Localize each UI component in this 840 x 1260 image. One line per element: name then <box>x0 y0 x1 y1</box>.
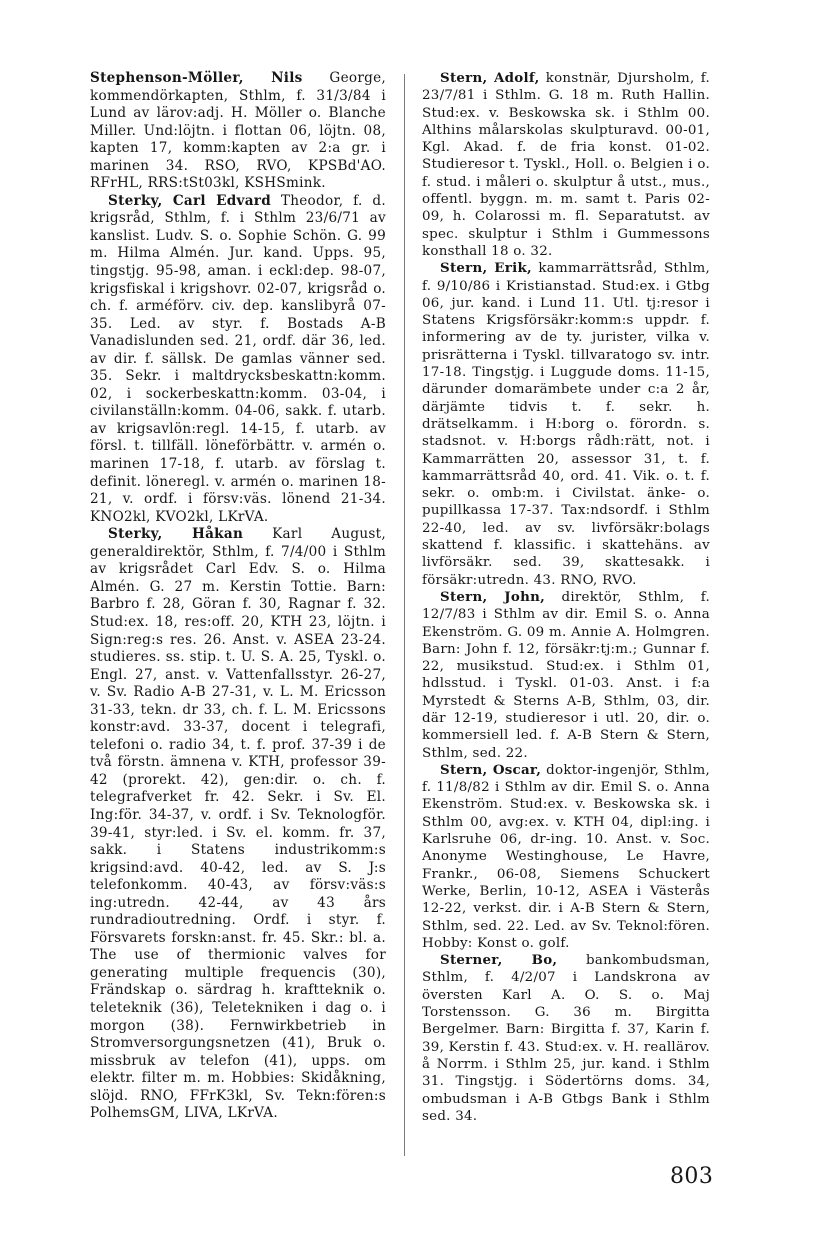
entry-name: Sterky, Carl Edvard <box>108 192 272 209</box>
column-divider <box>404 74 405 1156</box>
biography-entry <box>90 526 386 1123</box>
entry-text: George, kommendörkapten, Sthlm, f. 31/3/84 i Lund av lärov:adj. H. Möller o. Blanche Miller. Und:löjtn. i flottan 06, löjtn. 08, kapten 17, komm:kapten av 2:a gr. i marinen 34. RSO, RVO, KPSBd'AO. RFrHL, RRS:tSt03kl, KSHSmink. <box>90 70 386 192</box>
entry-text: Karl August, generaldirektör, Sthlm, f. 7/4/00 i Sthlm av krigsrådet Carl Edv. S. o. Hilma Almén. G. 27 m. Kerstin Tottie. Barn: Barbro f. 28, Göran f. 30, Ragnar f. 32. Stud:ex. 18, res:off. 20, KTH 23, löjtn. i Sign:reg:s res. 26. Anst. v. ASEA 23-24. studieres. ss. stip. t. U. S. A. 25, Tyskl. o. Engl. 27, anst. v. Vattenfallsstyr. 26-27, v. Sv. Radio A-B 27-31, v. L. M. Ericsson 31-33, tekn. dr 33, ch. f. L. M. Ericssons konstr:avd. 33-37, docent i telegrafi, telefoni o. radio 34, t. f. prof. 37-39 i de två förstn. ämnena v. KTH, professor 39-42 (prorekt. 42), gen:dir. o. ch. f. telegrafverket fr. 42. Sekr. i Sv. El. Ing:för. 34-37, v. ordf. i Sv. Teknologför. 39-41, styr:led. i Sv. el. komm. fr. 37, sakk. i Statens industrikomm:s krigsind:avd. 40-42, led. av S. J:s telefonkomm. 40-43, av försv:väs:s ing:utredn. 42-44, av 43 års rundradioutredning. Ordf. i styr. f. Försvarets forskn:anst. fr. 45. Skr.: bl. a. The use of thermionic valves for generating multiple frequencis (30), Frändskap o. särdrag h. kraftteknik o. teleteknik (36), Teletekniken i dag o. i morgon (38). Fernwirkbetrieb in Stromversorgungsnetzen (41), Bruk o. missbruk av telefon (41), upps. om elektr. filter m. m. Hobbies: Skidåkning, slöjd. RNO, FFrK3kl, Sv. Tekn:fören:s PolhemsGM, LIVA, LKrVA. <box>90 526 387 1122</box>
left-column <box>90 70 386 1123</box>
biography-entry <box>422 589 710 762</box>
page-number: 803 <box>670 1164 714 1189</box>
entry-name: Stern, Oscar, <box>440 761 542 778</box>
biography-entry <box>422 70 710 260</box>
entry-name: Stern, Erik, <box>440 260 532 277</box>
entry-name: Sterky, Håkan <box>108 526 244 543</box>
biography-entry <box>422 260 710 589</box>
biography-entry <box>90 193 386 526</box>
entry-name: Sterner, Bo, <box>440 952 558 969</box>
biography-entry <box>422 762 710 952</box>
entry-text: direktör, Sthlm, f. 12/7/83 i Sthlm av dir. Emil S. o. Anna Ekenström. G. 09 m. Annie A. Holmgren. Barn: John f. 12, försäkr:tj:m.; Gunnar f. 22, musikstud. Stud:ex. i Sthlm 01, hdlsstud. i Tyskl. 01-03. Anst. i f:a Myrstedt & Sterns A-B, Sthlm, 03, dir. där 12-19, studieresor i utl. 20, dir. o. kommersiell led. f. A-B Stern & Stern, Sthlm, sed. 22. <box>422 589 710 761</box>
right-column <box>422 70 710 1125</box>
entry-name: Stern, Adolf, <box>440 70 540 86</box>
entry-name: Stephenson-Möller, Nils <box>90 70 303 86</box>
entry-text: doktor-ingenjör, Sthlm, f. 11/8/82 i Sthlm av dir. Emil S. o. Anna Ekenström. Stud:ex. v. Beskowska sk. i Sthlm 00, avg:ex. v. KTH 04, dipl:ing. i Karlsruhe 06, dr-ing. 10. Anst. v. Soc. Anonyme Westinghouse, Le Havre, Frankr., 06-08, Siemens Schuckert Werke, Berlin, 10-12, ASEA i Västerås 12-22, verkst. dir. i A-B Stern & Stern, Sthlm, sed. 22. Led. av Sv. Teknol:fören. Hobby: Konst o. golf. <box>422 762 711 951</box>
biography-entry <box>422 952 710 1125</box>
biography-entry <box>90 70 386 193</box>
entry-text: kammarrättsråd, Sthlm, f. 9/10/86 i Kristianstad. Stud:ex. i Gtbg 06, jur. kand. i Lund 11. Utl. tj:resor i Statens Krigsförsäkr:komm:s uppdr. f. informering av de ty. jurister, vilka v. prisrätterna i Tyskl. tillvaratogo sv. intr. 17-18. Tingstjg. i Luggude doms. 11-15, därunder domarämbete under c:a 2 år, därjämte tidvis t. f. sekr. h. drätselkamm. i H:borg o. förordn. s. stadsnot. v. H:borgs rådh:rätt, not. i Kammarrätten 20, assessor 31, t. f. kammarrättsråd 40, ord. 41. Vik. o. t. f. sekr. o. omb:m. i Civilstat. änke- o. pupillkassa 17-37. Tax:ndsordf. i Sthlm 22-40, led. av sv. livförsäkr:bolags skattend f. klassific. i skattehäns. av livförsäkr. sed. 39, skattesakk. i försäkr:utredn. 43. RNO, RVO. <box>422 261 711 588</box>
entry-text: Theodor, f. d. krigsråd, Sthlm, f. i Sthlm 23/6/71 av kanslist. Ludv. S. o. Sophie Schön. G. 99 m. Hilma Almén. Jur. kand. Upps. 95, tingstjg. 95-98, aman. i eckl:dep. 98-07, krigsfiskal i krigshovr. 02-07, krigsråd o. ch. f. arméförv. civ. dep. kanslibyrå 07-35. Led. av styr. f. Bostads A-B Vanadislunden sed. 21, ordf. där 36, led. av dir. f. sällsk. De gamlas vänner sed. 35. Sekr. i maltdrycksbeskattn:komm. 02, i sockerbeskattn:komm. 03-04, i civilanställn:komm. 04-06, sakk. f. utarb. av krigsavlön:regl. 14-15, f. utarb. av försl. t. tillfäll. löneförbättr. v. armén o. marinen 17-18, f. utarb. av förslag t. definit. löneregl. v. armén o. marinen 18-21, v. ordf. i försv:väs. lönend 21-34. KNO2kl, KVO2kl, LKrVA. <box>90 192 386 525</box>
entry-text: bankombudsman, Sthlm, f. 4/2/07 i Landskrona av översten Karl A. O. S. o. Maj Torstensson. G. 36 m. Birgitta Bergelmer. Barn: Birgitta f. 37, Karin f. 39, Kerstin f. 43. Stud:ex. v. H. reallärov. å Norrm. i Sthlm 25, jur. kand. i Sthlm 31. Tingstjg. i Södertörns doms. 34, ombudsman i A-B Gtbgs Bank i Sthlm sed. 34. <box>422 953 710 1124</box>
entry-text: konstnär, Djursholm, f. 23/7/81 i Sthlm. G. 18 m. Ruth Hallin. Stud:ex. v. Beskowska sk. i Sthlm 00. Althins målarskolas skulpturavd. 00-01, Kgl. Akad. f. de fria konst. 01-02. Studieresor t. Tyskl., Holl. o. Belgien i o. f. stud. i måleri o. skulptur å utst., mus., offentl. byggn. m. m. samt t. Paris 02-09, h. Colarossi m. fl. Separatutst. av spec. skulptur i Sthlm i Gummessons konsthall 18 o. 32. <box>422 71 710 259</box>
entry-name: Stern, John, <box>440 588 546 605</box>
